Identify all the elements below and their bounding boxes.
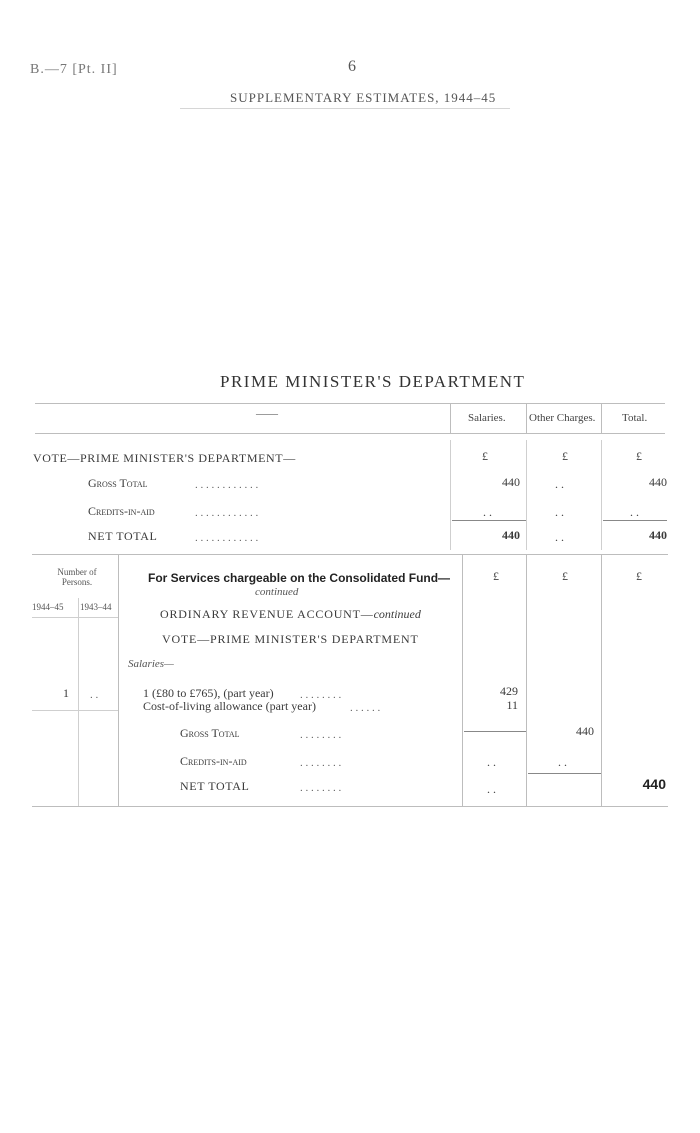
summary-top-rule bbox=[35, 403, 665, 404]
account-heading-text: ORDINARY REVENUE ACCOUNT— bbox=[160, 607, 374, 621]
summary-net-salaries: 440 bbox=[502, 528, 520, 542]
leader-dots: . . . . . . . . . . . . bbox=[195, 507, 259, 519]
salary-line-text: 1 (£80 to £765), (part year) bbox=[143, 686, 274, 700]
summary-gross-other: . . bbox=[555, 477, 564, 491]
leader-dots: . . . . . . . . bbox=[300, 757, 342, 769]
account-continued: continued bbox=[373, 607, 421, 621]
summary-net-other: . . bbox=[555, 530, 564, 544]
summary-gross-total: 440 bbox=[649, 475, 667, 489]
summary-col-divider bbox=[601, 440, 602, 550]
account-heading bbox=[160, 607, 421, 622]
department-title: PRIME MINISTER'S DEPARTMENT bbox=[220, 372, 526, 391]
detail-bottom-rule bbox=[32, 806, 668, 807]
services-continued: continued bbox=[255, 586, 299, 598]
total-sum-rule bbox=[603, 520, 667, 521]
page-title: SUPPLEMENTARY ESTIMATES, 1944–45 bbox=[230, 90, 497, 105]
detail-top-rule bbox=[32, 554, 668, 555]
net-total-amount: 440 bbox=[642, 776, 666, 792]
vote-heading: VOTE—PRIME MINISTER'S DEPARTMENT— bbox=[33, 451, 296, 465]
currency-mark-salaries: £ bbox=[482, 449, 488, 463]
persons-col-divider bbox=[78, 598, 79, 806]
persons-1943-value: . . bbox=[90, 689, 99, 701]
leader-dots: . . . . . . . . bbox=[300, 689, 342, 701]
summary-head-rule bbox=[35, 433, 665, 434]
summary-gross-salaries: 440 bbox=[502, 475, 520, 489]
summary-col-divider bbox=[450, 403, 451, 433]
summary-first-col-head: —— bbox=[256, 408, 278, 420]
detail-col-divider bbox=[526, 554, 527, 806]
currency-mark-total: £ bbox=[636, 449, 642, 463]
persons-1944-value: 1 bbox=[63, 686, 69, 700]
salaries-section-label: Salaries— bbox=[128, 658, 174, 670]
leader-dots: . . . . . . bbox=[350, 702, 381, 714]
net-sum-rule bbox=[528, 773, 601, 774]
summary-row-label: Gross Total bbox=[88, 476, 148, 490]
leader-dots: . . . . . . . . bbox=[300, 729, 342, 741]
credits-salaries: . . bbox=[487, 755, 496, 769]
gross-total-amount: 440 bbox=[576, 724, 594, 738]
summary-credits-other: . . bbox=[555, 505, 564, 519]
leader-dots: . . . . . . . . bbox=[300, 782, 342, 794]
net-total-label: NET TOTAL bbox=[180, 779, 250, 793]
allowance-line-text: Cost-of-living allowance (part year) bbox=[143, 699, 316, 713]
credits-other: . . bbox=[558, 755, 567, 769]
currency-mark-salaries: £ bbox=[493, 569, 499, 583]
summary-row-label: Credits-in-aid bbox=[88, 504, 155, 518]
detail-col-divider bbox=[462, 554, 463, 806]
services-heading: For Services chargeable on the Consolidated Fund— bbox=[148, 571, 451, 585]
gross-total-label: Gross Total bbox=[180, 726, 240, 740]
persons-column-head: Number of Persons. bbox=[57, 567, 97, 587]
summary-col-divider bbox=[601, 403, 602, 433]
salary-line-amount: 429 bbox=[500, 684, 518, 698]
year-head-1943: 1943–44 bbox=[80, 602, 112, 612]
gross-sum-rule bbox=[464, 731, 526, 732]
summary-col-divider bbox=[526, 440, 527, 550]
leader-dots: . . . . . . . . . . . . bbox=[195, 479, 259, 491]
detail-col-divider bbox=[118, 554, 119, 806]
currency-mark-total: £ bbox=[636, 569, 642, 583]
column-head-salaries: Salaries. bbox=[468, 412, 506, 424]
detail-col-divider bbox=[601, 554, 602, 806]
summary-credits-total: . . bbox=[630, 505, 639, 519]
net-salaries: . . bbox=[487, 782, 496, 796]
header-rule bbox=[180, 108, 510, 109]
vote-subheading: VOTE—PRIME MINISTER'S DEPARTMENT bbox=[162, 632, 419, 646]
summary-col-divider bbox=[526, 403, 527, 433]
salaries-sum-rule bbox=[452, 520, 526, 521]
currency-mark-other: £ bbox=[562, 569, 568, 583]
column-head-total: Total. bbox=[622, 412, 648, 424]
page-number: 6 bbox=[348, 58, 356, 75]
allowance-line-amount: 11 bbox=[506, 698, 518, 712]
column-head-other-charges: Other Charges. bbox=[529, 412, 596, 424]
credits-in-aid-label: Credits-in-aid bbox=[180, 754, 247, 768]
summary-row-label: NET TOTAL bbox=[88, 529, 158, 543]
summary-credits-salaries: . . bbox=[483, 505, 492, 519]
summary-col-divider bbox=[450, 440, 451, 550]
leader-dots: . . . . . . . . . . . . bbox=[195, 532, 259, 544]
summary-net-total: 440 bbox=[649, 528, 667, 542]
currency-mark-other: £ bbox=[562, 449, 568, 463]
document-reference: B.—7 [Pt. II] bbox=[30, 62, 118, 77]
persons-head-rule bbox=[32, 617, 118, 618]
persons-row-rule bbox=[32, 710, 118, 711]
year-head-1944: 1944–45 bbox=[32, 602, 64, 612]
